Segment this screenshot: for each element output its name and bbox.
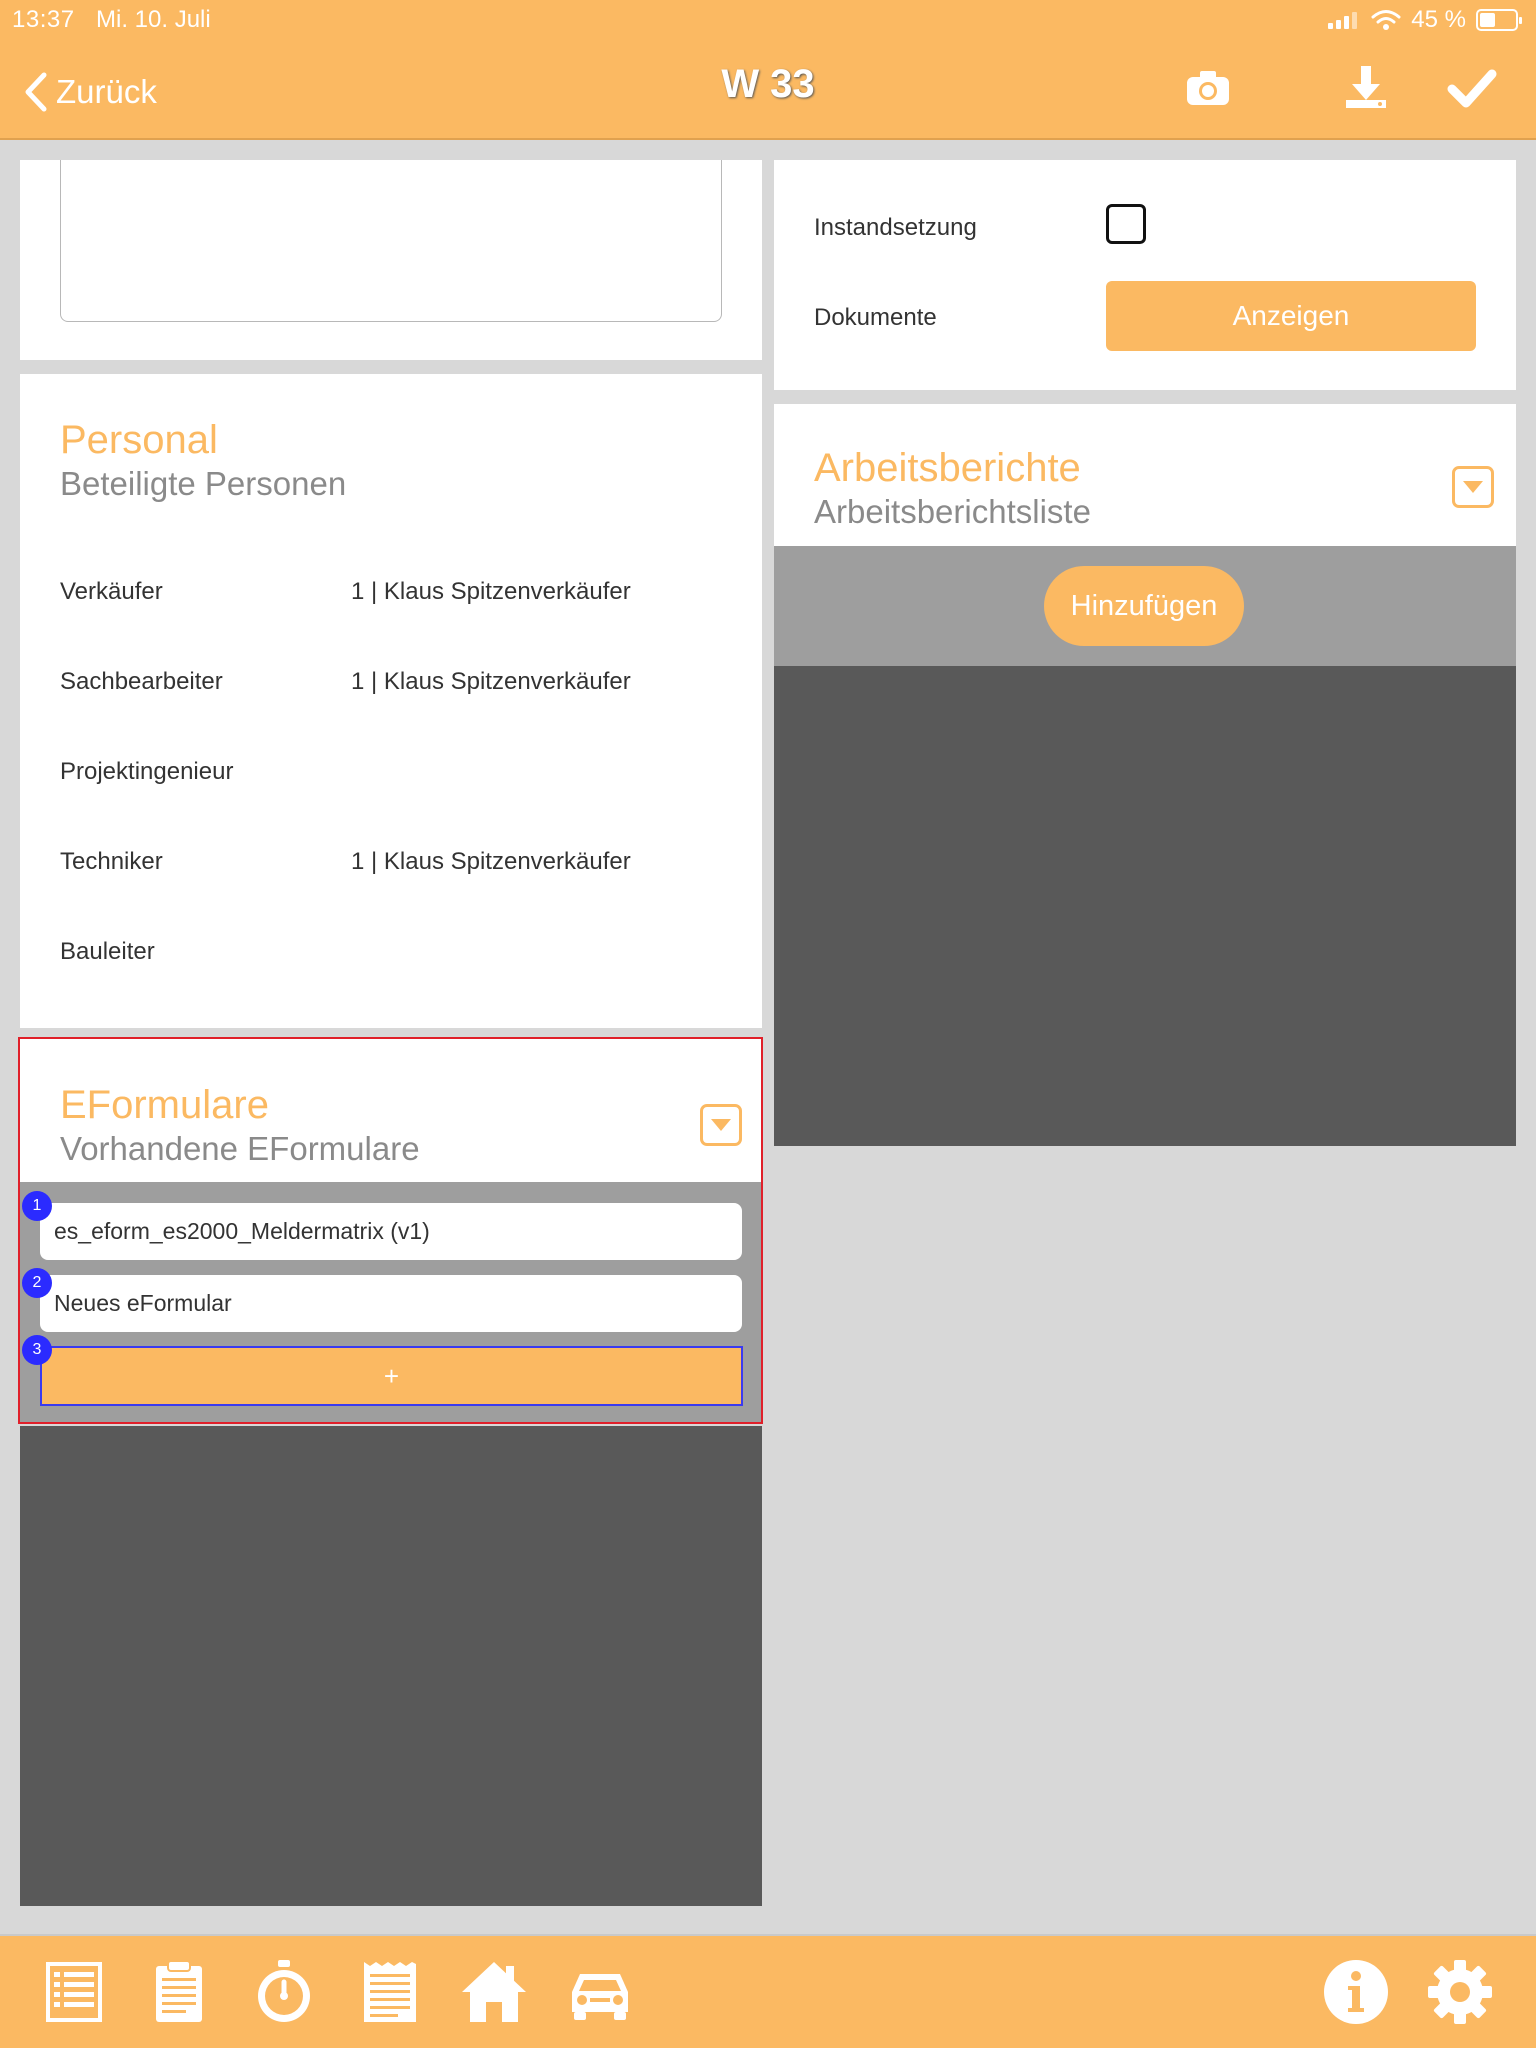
instandsetzung-label: Instandsetzung	[814, 214, 977, 241]
eformulare-subtitle: Vorhandene EFormulare	[60, 1130, 420, 1167]
home-icon[interactable]	[460, 1958, 528, 2026]
personal-label-verkaeufer: Verkäufer	[60, 578, 163, 605]
add-eformular-button[interactable]: +	[40, 1346, 743, 1406]
signal-icon	[1327, 10, 1361, 30]
personal-value-techniker[interactable]: 1 | Klaus Spitzenverkäufer	[351, 848, 631, 875]
personal-title: Personal	[60, 418, 218, 462]
eformulare-empty-area	[20, 1426, 762, 1906]
personal-card	[20, 374, 762, 1028]
arbeitsberichte-subtitle: Arbeitsberichtsliste	[814, 493, 1091, 530]
info-icon[interactable]	[1322, 1958, 1390, 2026]
personal-label-projektingenieur: Projektingenieur	[60, 758, 234, 785]
download-icon[interactable]	[1340, 62, 1392, 114]
battery-icon	[1476, 9, 1518, 31]
camera-icon[interactable]	[1182, 62, 1234, 114]
notes-card	[20, 160, 762, 360]
annotation-badge-1: 1	[22, 1191, 52, 1221]
personal-value-sachbearbeiter[interactable]: 1 | Klaus Spitzenverkäufer	[351, 668, 631, 695]
status-time: 13:37	[12, 6, 75, 33]
back-label: Zurück	[56, 73, 157, 110]
tab-bar	[0, 1934, 1536, 2048]
eformular-item-2[interactable]: Neues eFormular	[40, 1275, 742, 1332]
checkmark-icon[interactable]	[1446, 62, 1498, 114]
arbeitsberichte-toggle-button[interactable]	[1452, 466, 1494, 508]
eformular-item-1[interactable]: es_eform_es2000_Meldermatrix (v1)	[40, 1203, 742, 1260]
annotation-badge-2: 2	[22, 1268, 52, 1298]
status-date: Mi. 10. Juli	[96, 6, 211, 33]
gear-icon[interactable]	[1426, 1958, 1494, 2026]
list-icon[interactable]	[40, 1958, 108, 2026]
car-icon[interactable]	[566, 1958, 634, 2026]
personal-value-verkaeufer[interactable]: 1 | Klaus Spitzenverkäufer	[351, 578, 631, 605]
battery-level	[1480, 13, 1495, 27]
anzeigen-button[interactable]: Anzeigen	[1106, 281, 1476, 351]
wifi-icon	[1371, 9, 1401, 31]
page-title: W 33	[721, 62, 815, 106]
personal-label-techniker: Techniker	[60, 848, 163, 875]
clipboard-icon[interactable]	[146, 1958, 214, 2026]
stopwatch-icon[interactable]	[250, 1958, 318, 2026]
annotation-badge-3: 3	[22, 1335, 52, 1365]
instandsetzung-card	[774, 160, 1516, 390]
chevron-down-icon	[1462, 480, 1484, 494]
eformulare-title: EFormulare	[60, 1083, 269, 1127]
personal-subtitle: Beteiligte Personen	[60, 465, 347, 502]
personal-label-sachbearbeiter: Sachbearbeiter	[60, 668, 223, 695]
arbeitsberichte-title: Arbeitsberichte	[814, 446, 1081, 490]
arbeitsberichte-header	[774, 404, 1516, 546]
battery-percentage: 45 %	[1411, 6, 1466, 33]
personal-label-bauleiter: Bauleiter	[60, 938, 155, 965]
dokumente-label: Dokumente	[814, 304, 937, 331]
document-icon[interactable]	[356, 1958, 424, 2026]
instandsetzung-checkbox[interactable]	[1106, 204, 1146, 244]
arbeitsberichte-list	[774, 666, 1516, 1146]
status-indicators	[1327, 6, 1518, 34]
notes-textarea[interactable]	[60, 160, 722, 322]
hinzufuegen-button[interactable]: Hinzufügen	[1044, 566, 1244, 646]
selection-highlight	[18, 1037, 763, 1424]
